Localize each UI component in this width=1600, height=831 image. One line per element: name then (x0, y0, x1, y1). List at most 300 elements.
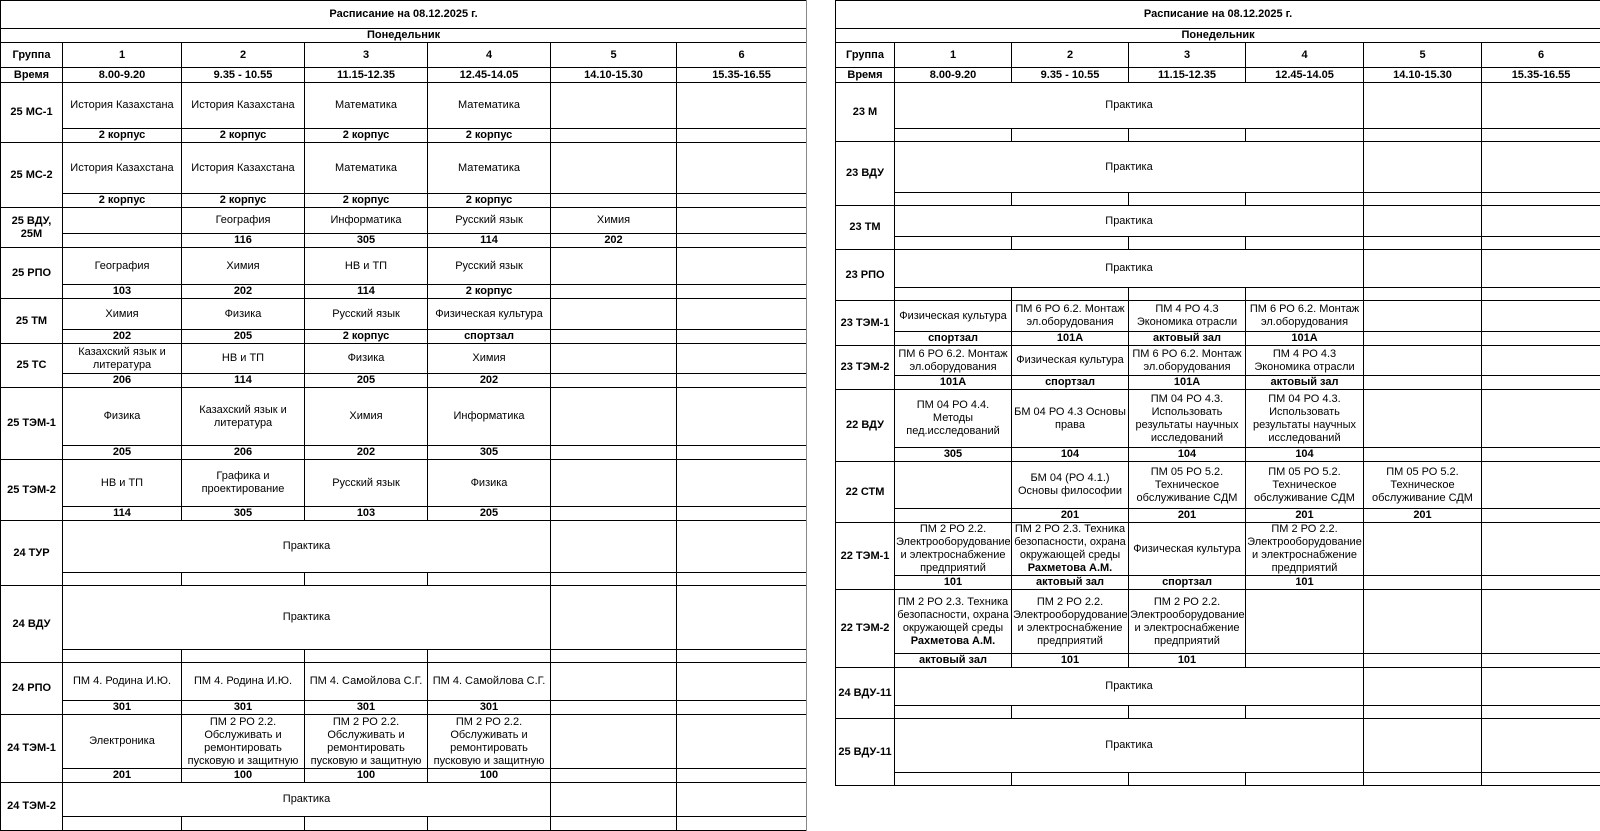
period-6: 6 (1482, 43, 1600, 68)
room-cell: 205 (305, 374, 428, 388)
group-name: 22 СТМ (836, 462, 895, 523)
subject-cell (1364, 523, 1482, 576)
subject-cell (1246, 523, 1364, 576)
group-row (836, 390, 1600, 448)
subject-text: ПМ 4 РО 4.3 Экономика отрасли (1254, 347, 1355, 373)
group-row (1, 460, 807, 507)
group-row (836, 590, 1600, 654)
subject-text: История Казахстана (70, 161, 174, 174)
subject-text: ПМ 05 РО 5.2. Техническое обслуживание СДМ (1372, 465, 1473, 504)
group-row (1, 208, 807, 234)
group-row (1, 143, 807, 194)
subject-text: ПМ 2 РО 2.2. Обслуживать и ремонтировать пусковую и защитную (433, 715, 545, 767)
subject-cell (63, 663, 182, 701)
room-cell: 201 (63, 769, 182, 783)
room-cell (1364, 706, 1482, 719)
empty-cell (1482, 83, 1600, 129)
room-cell (1482, 332, 1600, 346)
room-cell (677, 701, 807, 715)
subject-cell (428, 83, 551, 129)
room-cell (551, 507, 677, 521)
room-cell (1012, 773, 1129, 786)
room-cell (1364, 576, 1482, 590)
subject-text: ПМ 4. Самойлова С.Г. (309, 675, 423, 687)
subject-cell (428, 248, 551, 285)
subject-text: Физика (347, 352, 385, 364)
room-cell (895, 706, 1012, 719)
room-cell: 100 (428, 769, 551, 783)
room-cell: 201 (1364, 509, 1482, 523)
subject-cell (63, 83, 182, 129)
subject-cell (428, 143, 551, 194)
room-cell: 202 (305, 446, 428, 460)
practice-cell: Практика (895, 668, 1364, 706)
room-cell (551, 330, 677, 344)
room-cell: актовый зал (1246, 376, 1364, 390)
subject-text: Математика (458, 161, 520, 174)
group-row (836, 462, 1600, 509)
room-cell (1129, 237, 1246, 250)
room-cell (677, 374, 807, 388)
subject-cell (1364, 590, 1482, 654)
practice-cell: Практика (895, 719, 1364, 773)
subject-text: Физика (103, 410, 141, 422)
subject-cell (551, 208, 677, 234)
subject-cell (551, 715, 677, 769)
empty-cell (677, 521, 807, 573)
empty-cell (551, 521, 677, 573)
subject-cell (182, 663, 305, 701)
room-row (1, 194, 807, 208)
room-cell: спортзал (428, 330, 551, 344)
subject-cell (428, 344, 551, 374)
room-row (1, 446, 807, 460)
time-4: 12.45-14.05 (428, 68, 551, 83)
group-name: 24 РПО (1, 663, 63, 715)
group-name: 25 ВДУ, 25М (1, 208, 63, 248)
room-cell: 301 (63, 701, 182, 715)
period-4: 4 (1246, 43, 1364, 68)
room-row (1, 769, 807, 783)
subject-cell (1364, 390, 1482, 448)
empty-cell (677, 586, 807, 650)
subject-text: ПМ 4. Родина И.Ю. (193, 675, 293, 687)
subject-cell (677, 715, 807, 769)
subject-text: ПМ 05 РО 5.2. Техническое обслуживание СДМ (1136, 465, 1238, 504)
room-row (836, 448, 1600, 462)
room-cell (1364, 237, 1482, 250)
room-cell (551, 374, 677, 388)
room-cell (63, 573, 182, 586)
room-cell (1012, 193, 1129, 206)
subject-cell (63, 344, 182, 374)
room-cell (895, 773, 1012, 786)
subject-cell (677, 208, 807, 234)
room-cell (677, 129, 807, 143)
room-row (1, 285, 807, 299)
group-row (1, 388, 807, 446)
subject-cell (182, 208, 305, 234)
room-row (1, 573, 807, 586)
subject-cell (1246, 301, 1364, 332)
subject-cell (1012, 390, 1129, 448)
group-row (1, 586, 807, 650)
subject-cell (63, 388, 182, 446)
subject-cell (895, 462, 1012, 509)
subject-text: Информатика (330, 214, 402, 226)
period-6: 6 (677, 43, 807, 68)
group-name: 25 ТС (1, 344, 63, 388)
subject-text: Математика (335, 99, 397, 111)
room-cell: 101 (1012, 654, 1129, 668)
room-cell: 100 (182, 769, 305, 783)
room-cell: 2 корпус (428, 285, 551, 299)
room-cell: 202 (428, 374, 551, 388)
room-cell: 305 (428, 446, 551, 460)
group-row (836, 719, 1600, 773)
subject-text: НВ и ТП (100, 476, 144, 489)
subject-cell (428, 715, 551, 769)
subject-cell (551, 83, 677, 129)
subject-cell (551, 143, 677, 194)
empty-cell (1482, 668, 1600, 706)
period-2: 2 (1012, 43, 1129, 68)
group-name: 22 ТЭМ-1 (836, 523, 895, 590)
room-cell: 103 (305, 507, 428, 521)
subject-text: Физика (470, 476, 508, 489)
subject-cell (1012, 523, 1129, 576)
practice-cell: Практика (895, 83, 1364, 129)
group-name: 23 ТМ (836, 206, 895, 250)
subject-text: БМ 04 РО 4.3 Основы права (1014, 405, 1126, 431)
subject-cell (1246, 590, 1364, 654)
room-row (836, 509, 1600, 523)
room-cell: 202 (551, 234, 677, 248)
subject-cell (1012, 462, 1129, 509)
subject-cell (305, 208, 428, 234)
room-cell (1364, 448, 1482, 462)
subject-text: Физическая культура (1133, 542, 1241, 555)
subject-text: ПМ 6 РО 6.2. Монтаж эл.оборудования (1015, 303, 1125, 328)
room-cell (677, 817, 807, 831)
subject-text: Русский язык (332, 476, 400, 489)
group-row (1, 663, 807, 701)
room-cell: 2 корпус (63, 194, 182, 208)
room-cell (895, 129, 1012, 142)
group-row (836, 83, 1600, 129)
time-4: 12.45-14.05 (1246, 68, 1364, 83)
room-cell: 301 (182, 701, 305, 715)
subject-cell (63, 208, 182, 234)
subject-text: ПМ 4. Самойлова С.Г. (432, 675, 546, 687)
group-name: 25 ТЭМ-2 (1, 460, 63, 521)
subject-text: Химия (226, 259, 260, 272)
subject-cell (428, 663, 551, 701)
room-cell (895, 193, 1012, 206)
room-cell (428, 650, 551, 663)
room-cell (1364, 376, 1482, 390)
sheet-separator (806, 0, 807, 831)
subject-text: Физика (224, 307, 262, 320)
subject-cell (677, 663, 807, 701)
subject-cell (182, 344, 305, 374)
room-cell (1482, 448, 1600, 462)
subject-cell (305, 248, 428, 285)
group-name: 24 ТЭМ-2 (1, 783, 63, 831)
room-cell (1482, 654, 1600, 668)
room-cell (182, 817, 305, 831)
subject-text: БМ 04 (РО 4.1.) Основы философии (1018, 472, 1122, 497)
room-row (1, 374, 807, 388)
room-cell (63, 650, 182, 663)
group-row (1, 83, 807, 129)
group-row (1, 715, 807, 769)
room-cell (1364, 773, 1482, 786)
subject-text: Математика (458, 99, 520, 111)
empty-cell (1482, 206, 1600, 237)
group-row (836, 301, 1600, 332)
schedule-table-right (835, 0, 1600, 786)
subject-cell (1012, 346, 1129, 376)
room-row (836, 332, 1600, 346)
room-row (836, 193, 1600, 206)
room-row (836, 654, 1600, 668)
practice-cell: Практика (895, 250, 1364, 288)
group-name: 22 ВДУ (836, 390, 895, 462)
room-cell: спортзал (1129, 576, 1246, 590)
subject-cell (182, 248, 305, 285)
subject-text: Химия (596, 214, 631, 226)
room-cell (305, 573, 428, 586)
subject-cell (182, 460, 305, 507)
group-name: 24 ВДУ-11 (836, 668, 895, 719)
room-cell (895, 509, 1012, 523)
subject-cell (1482, 301, 1600, 332)
empty-cell (551, 783, 677, 817)
group-name: 24 ТУР (1, 521, 63, 586)
room-cell (551, 194, 677, 208)
room-cell (1482, 376, 1600, 390)
room-cell: 202 (182, 285, 305, 299)
subject-cell (551, 248, 677, 285)
room-cell (1482, 237, 1600, 250)
room-cell (428, 573, 551, 586)
subject-cell (677, 143, 807, 194)
subject-cell (1482, 462, 1600, 509)
subject-cell (428, 299, 551, 330)
time-header: Время (1, 68, 63, 83)
period-3: 3 (1129, 43, 1246, 68)
empty-cell (1364, 719, 1482, 773)
room-cell (1246, 654, 1364, 668)
room-cell (551, 650, 677, 663)
group-header: Группа (1, 43, 63, 68)
period-1: 1 (63, 43, 182, 68)
room-cell (1012, 129, 1129, 142)
period-2: 2 (182, 43, 305, 68)
subject-text: Русский язык (455, 259, 523, 272)
subject-cell (428, 208, 551, 234)
subject-text: ПМ 4. Родина И.Ю. (72, 675, 172, 687)
subject-cell (1364, 346, 1482, 376)
subject-cell (1129, 301, 1246, 332)
room-cell (677, 446, 807, 460)
subject-cell (182, 715, 305, 769)
subject-text: Казахский язык и литература (199, 403, 287, 429)
room-row (1, 507, 807, 521)
time-5: 14.10-15.30 (551, 68, 677, 83)
group-row (1, 299, 807, 330)
room-cell (1364, 193, 1482, 206)
schedule-sheet-right (835, 0, 1600, 786)
schedule-title: Расписание на 08.12.2025 г. (1, 1, 807, 29)
subject-text: Информатика (453, 410, 525, 422)
subject-text: География (215, 214, 271, 226)
subject-cell (677, 299, 807, 330)
subject-text: ПМ 2 РО 2.2. Электрооборудование и электроснабжение предприятий (896, 523, 1011, 574)
room-row (1, 650, 807, 663)
subject-text: История Казахстана (191, 161, 295, 174)
sheet-gap (806, 0, 835, 831)
subject-text: НВ и ТП (221, 352, 265, 364)
subject-cell (895, 346, 1012, 376)
subject-cell (1364, 462, 1482, 509)
room-cell (1246, 706, 1364, 719)
subject-cell (1482, 523, 1600, 576)
group-name: 23 М (836, 83, 895, 142)
empty-cell (677, 783, 807, 817)
room-cell (1364, 654, 1482, 668)
practice-cell: Практика (63, 521, 551, 573)
room-cell (1482, 773, 1600, 786)
group-name: 23 РПО (836, 250, 895, 301)
schedule-title: Расписание на 08.12.2025 г. (836, 1, 1600, 29)
room-cell: 114 (305, 285, 428, 299)
time-2: 9.35 - 10.55 (182, 68, 305, 83)
time-6: 15.35-16.55 (1482, 68, 1600, 83)
day-label: Понедельник (1, 29, 807, 43)
subject-text: ПМ 2 РО 2.2. Электрооборудование и электроснабжение предприятий (1247, 523, 1362, 574)
subject-cell (182, 83, 305, 129)
subject-text: ПМ 04 РО 4.4. Методы пед.исследований (906, 399, 1000, 437)
subject-text: Графика и проектирование (201, 470, 285, 495)
empty-cell (1482, 250, 1600, 288)
group-name: 25 ТЭМ-1 (1, 388, 63, 460)
subject-cell (677, 248, 807, 285)
subject-text: ПМ 6 РО 6.2. Монтаж эл.оборудования (898, 347, 1008, 373)
time-3: 11.15-12.35 (305, 68, 428, 83)
empty-cell (1482, 719, 1600, 773)
room-cell: 2 корпус (305, 330, 428, 344)
subject-text: ПМ 04 РО 4.3. Использовать результаты научных исследований (1135, 392, 1239, 444)
subject-cell (677, 388, 807, 446)
room-cell (63, 817, 182, 831)
period-5: 5 (1364, 43, 1482, 68)
subject-text: ПМ 2 РО 2.3. Техника безопасности, охрана окружающей среды (1014, 523, 1126, 561)
subject-text: Математика (335, 161, 397, 174)
subject-cell (551, 344, 677, 374)
subject-text: ПМ 4 РО 4.3 Экономика отрасли (1136, 303, 1238, 328)
empty-cell (1364, 668, 1482, 706)
day-label: Понедельник (836, 29, 1600, 43)
group-row (836, 523, 1600, 576)
group-name: 24 ТЭМ-1 (1, 715, 63, 783)
group-name: 23 ТЭМ-2 (836, 346, 895, 390)
room-cell (305, 650, 428, 663)
room-cell (1246, 129, 1364, 142)
room-cell (1129, 706, 1246, 719)
room-cell: 101 (1129, 654, 1246, 668)
group-name: 23 ВДУ (836, 142, 895, 206)
room-cell (1246, 193, 1364, 206)
room-cell (677, 194, 807, 208)
room-cell: 201 (1246, 509, 1364, 523)
group-row (1, 783, 807, 817)
subject-text: НВ и ТП (344, 259, 388, 272)
subject-cell (895, 590, 1012, 654)
subject-cell (63, 143, 182, 194)
room-row (1, 701, 807, 715)
room-cell: 205 (182, 330, 305, 344)
subject-cell (1012, 301, 1129, 332)
room-cell (677, 573, 807, 586)
room-cell (1129, 288, 1246, 301)
room-cell (1012, 706, 1129, 719)
room-cell (1482, 576, 1600, 590)
group-row (836, 206, 1600, 237)
subject-text: Физическая культура (1016, 354, 1124, 366)
subject-cell (182, 299, 305, 330)
period-3: 3 (305, 43, 428, 68)
subject-cell (305, 388, 428, 446)
subject-cell (1482, 346, 1600, 376)
room-cell (895, 288, 1012, 301)
group-name: 25 РПО (1, 248, 63, 299)
room-row (836, 773, 1600, 786)
room-cell: 104 (1012, 448, 1129, 462)
room-cell: 301 (305, 701, 428, 715)
subject-text: ПМ 2 РО 2.2. Электрооборудование и электроснабжение предприятий (1130, 595, 1245, 647)
room-cell: 205 (63, 446, 182, 460)
subject-text: ПМ 6 РО 6.2. Монтаж эл.оборудования (1132, 347, 1242, 373)
subject-cell (1246, 346, 1364, 376)
room-cell (677, 285, 807, 299)
subject-cell (1246, 390, 1364, 448)
room-cell (1246, 237, 1364, 250)
room-cell (551, 573, 677, 586)
room-cell (1129, 193, 1246, 206)
subject-text: Казахский язык и литература (78, 345, 166, 371)
room-row (836, 129, 1600, 142)
room-cell: 201 (1129, 509, 1246, 523)
group-name: 24 ВДУ (1, 586, 63, 663)
time-1: 8.00-9.20 (63, 68, 182, 83)
room-cell (182, 650, 305, 663)
subject-cell (305, 83, 428, 129)
subject-cell (1129, 590, 1246, 654)
subject-text: Химия (105, 307, 139, 320)
room-row (1, 817, 807, 831)
subject-text: ПМ 2 РО 2.2. Обслуживать и ремонтировать пусковую и защитную (310, 715, 422, 767)
subject-text: Химия (349, 410, 383, 422)
room-cell: 201 (1012, 509, 1129, 523)
subject-cell (182, 143, 305, 194)
room-row (836, 576, 1600, 590)
group-name: 25 МС-2 (1, 143, 63, 208)
room-cell (551, 817, 677, 831)
room-cell: спортзал (895, 332, 1012, 346)
room-cell (551, 285, 677, 299)
